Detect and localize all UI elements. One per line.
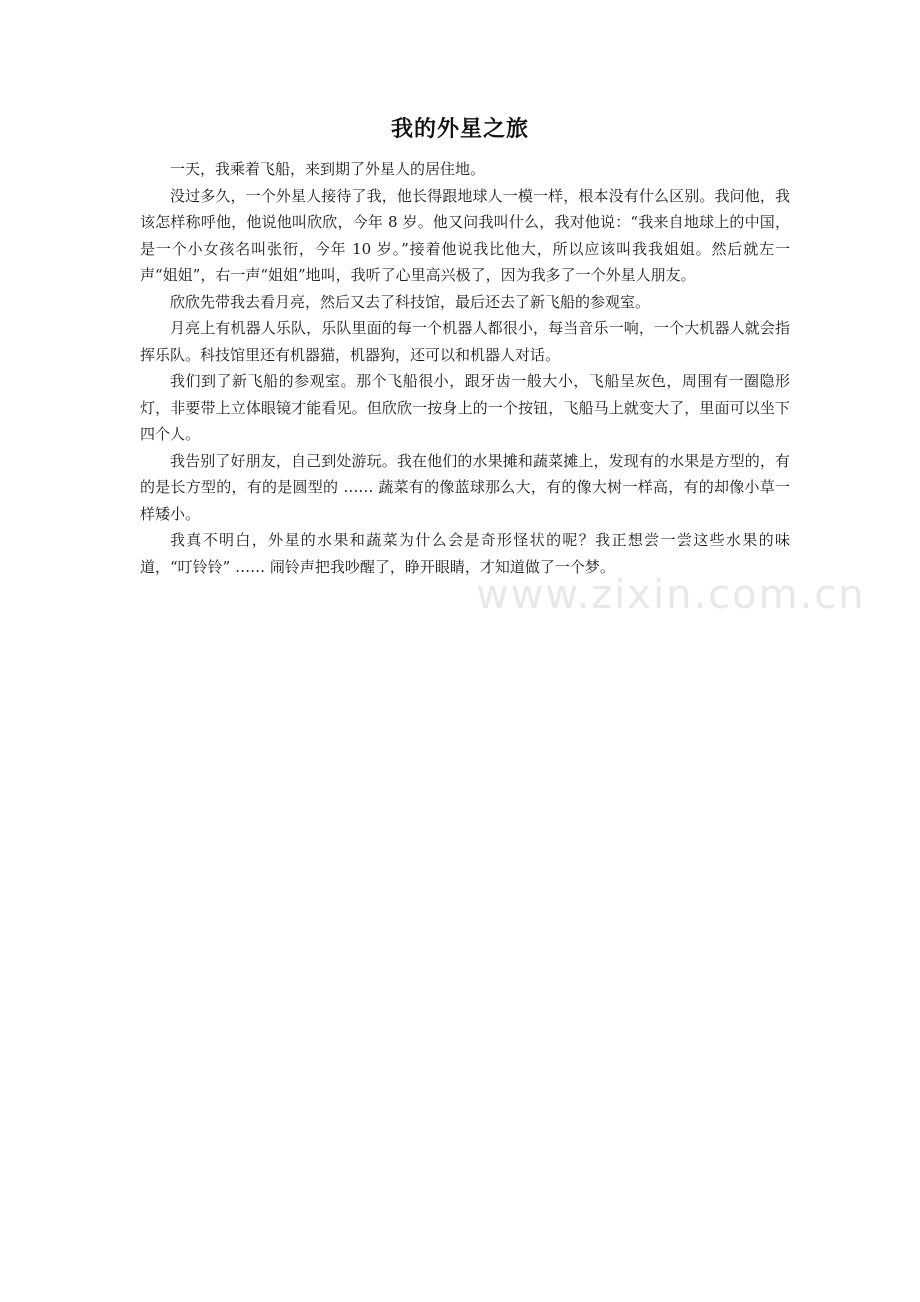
paragraph-4: 月亮上有机器人乐队，乐队里面的每一个机器人都很小，每当音乐一响，一个大机器人就会指挥乐队。科技馆里还有机器猫，机器狗，还可以和机器人对话。 xyxy=(140,319,790,364)
paragraph-7: 我真不明白，外星的水果和蔬菜为什么会是奇形怪状的呢？我正想尝一尝这些水果的味道，“叮铃铃” …… 闹铃声把我吵醒了，睁开眼睛，才知道做了一个梦。 xyxy=(140,531,790,576)
paragraph-6: 我告别了好朋友，自己到处游玩。我在他们的水果摊和蔬菜摊上，发现有的水果是方型的，有的是长方型的，有的是圆型的 …… 蔬菜有的像蓝球那么大，有的像大树一样高，有的却像小草一样矮小。 xyxy=(140,451,790,523)
paragraph-3: 欣欣先带我去看月亮，然后又去了科技馆，最后还去了新飞船的参观室。 xyxy=(170,292,651,311)
document-title: 我的外星之旅 xyxy=(390,116,529,142)
document-body xyxy=(140,156,790,580)
paragraph-5: 我们到了新飞船的参观室。那个飞船很小，跟牙齿一般大小，飞船呈灰色，周围有一圈隐形灯，非要带上立体眼镜才能看见。但欣欣一按身上的一个按钮，飞船马上就变大了，里面可以坐下四个人。 xyxy=(140,372,790,443)
watermark-text: www.zixin.com.cn xyxy=(476,572,866,618)
paragraph-2: 没过多久，一个外星人接待了我，他长得跟地球人一模一样，根本没有什么区别。我问他，我该怎样称呼他，他说他叫欣欣，今年 8 岁。他又问我叫什么，我对他说：“我来自地球上的中国，是一个小女孩名叫张衎，今年 10 岁。”接着他说我比他大，所以应该叫我我姐姐。然后就左一声“姐姐”，右一声“姐姐”地叫，我听了心里高兴极了，因为我多了一个外星人朋友。 xyxy=(140,186,790,284)
paragraph-1: 一天，我乘着飞船，来到期了外星人的居住地。 xyxy=(170,160,486,178)
